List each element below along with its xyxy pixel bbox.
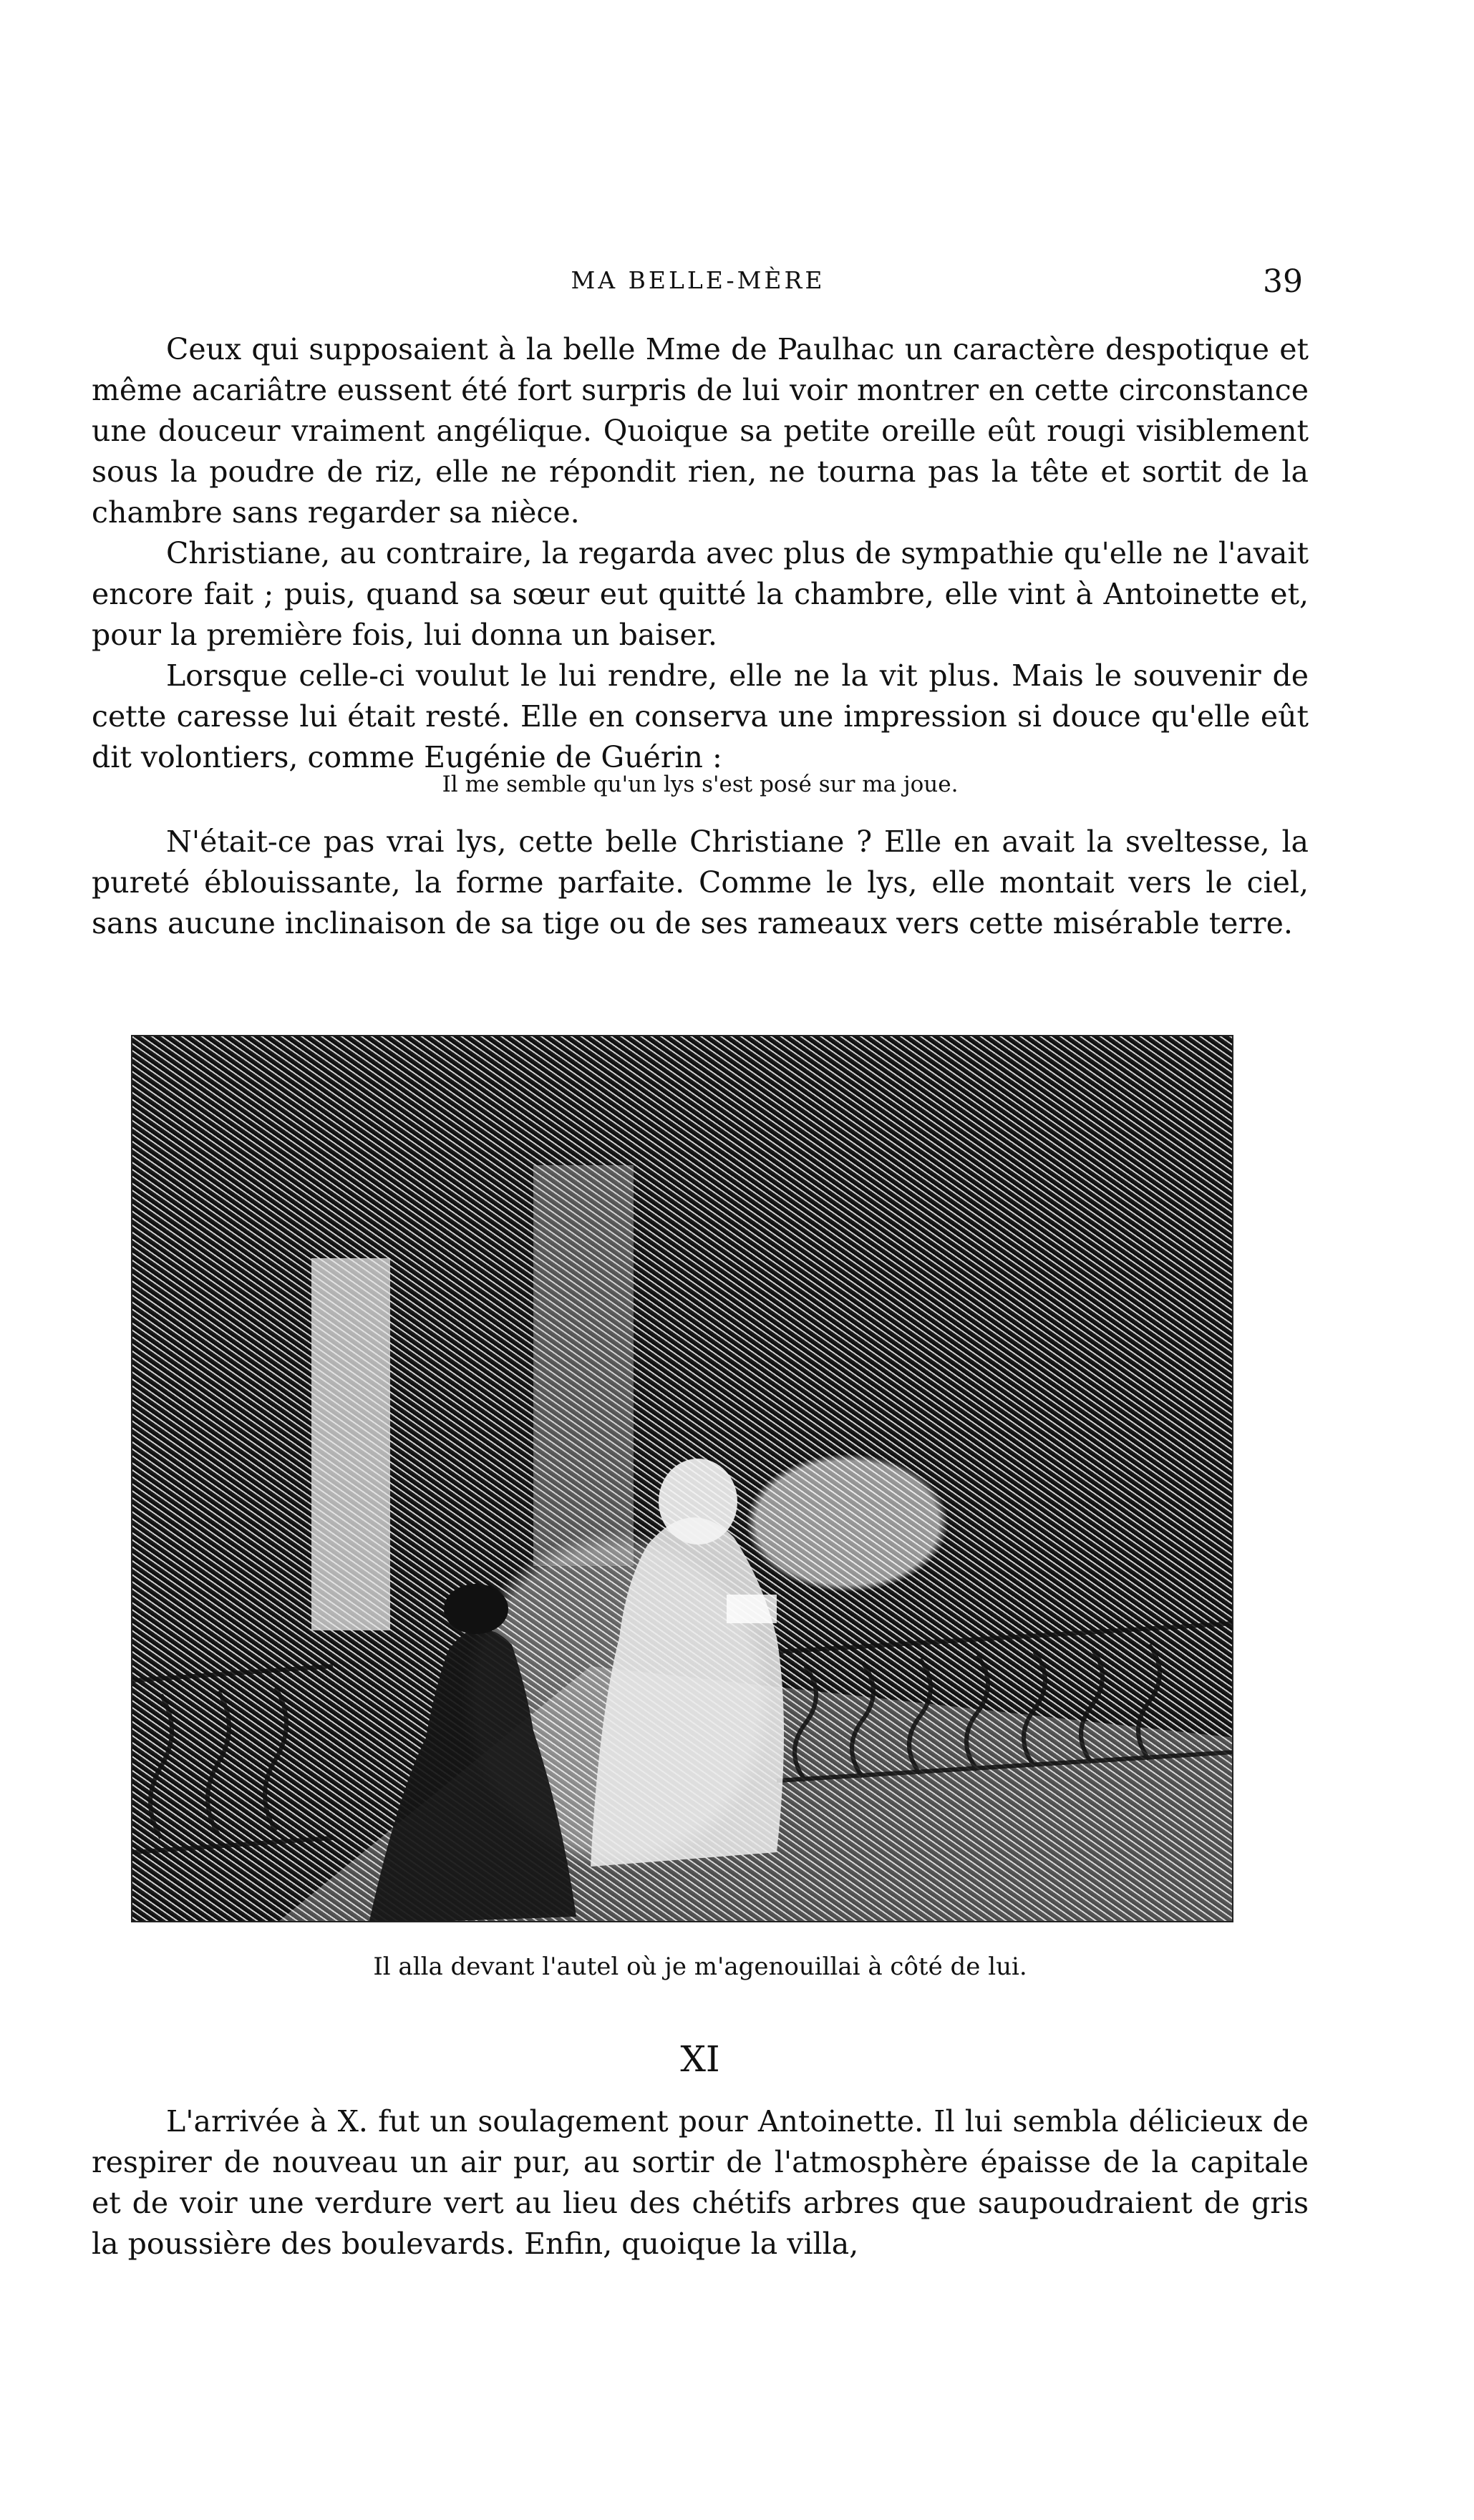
chapter-heading: XI [680,2038,720,2080]
body-text-bottom [92,2101,1309,2264]
quotation: Il me semble qu'un lys s'est posé sur ma joue. [442,772,959,797]
body-text-top [92,329,1309,778]
body-text-middle [92,822,1309,944]
paragraph: Christiane, au contraire, la regarda avec plus de sympathie qu'elle ne l'avait encore fait ; puis, quand sa sœur eut quitté la chambre, elle vint à Antoinette et, pour la première fois, lui donna un baiser. [92,536,1309,652]
figure-caption: Il alla devant l'autel où je m'agenouillai à côté de lui. [373,1952,1027,1981]
paragraph: L'arrivée à X. fut un soulagement pour Antoinette. Il lui sembla délicieux de respirer de nouveau un air pur, au sortir de l'atmosphère épaisse de la capitale et de voir une verdure vert au lieu des chétifs arbres que saupoudraient de gris la poussière des boulevards. Enfin, quoique la villa, [92,2104,1309,2261]
paragraph: N'était-ce pas vrai lys, cette belle Christiane ? Elle en avait la sveltesse, la pureté éblouissante, la forme parfaite. Comme le lys, elle montait vers le ciel, sans aucune inclinaison de sa tige ou de ses rameaux vers cette misérable terre. [92,824,1309,940]
running-header [93,263,1303,306]
paragraph: Lorsque celle-ci voulut le lui rendre, elle ne la vit plus. Mais le souvenir de cette caresse lui était resté. Elle en conserva une impression si douce qu'elle eût dit volontiers, comme Eugénie de Guérin : [92,658,1309,774]
running-title: MA BELLE-MÈRE [571,266,825,294]
engraving-drawing [132,1036,1233,1922]
page-number: 39 [1263,263,1303,300]
engraving-illustration [131,1035,1233,1922]
paragraph: Ceux qui supposaient à la belle Mme de Paulhac un caractère despotique et même acariâtre eussent été fort surpris de lui voir montrer en cette circonstance une douceur vraiment angélique. Quoique sa petite oreille eût rougi visiblement sous la poudre de riz, elle ne répondit rien, ne tourna pas la tête et sortit de la chambre sans regarder sa nièce. [92,332,1309,530]
